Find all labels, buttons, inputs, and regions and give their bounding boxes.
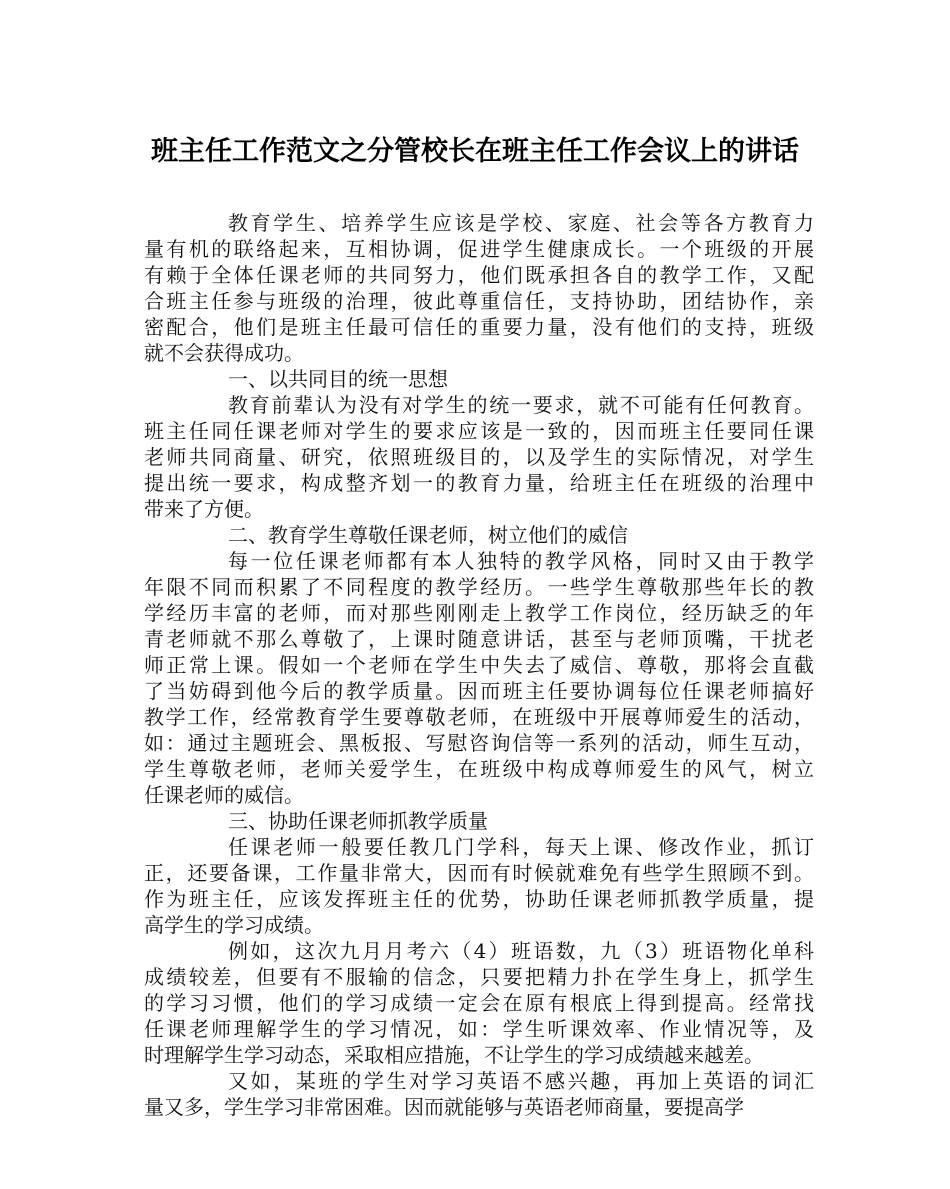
paragraph-line: 学经历丰富的老师，而对那些刚刚走上教学工作岗位，经历缺乏的年 <box>144 601 814 625</box>
paragraph-line: 老师共同商量、研究，依照班级目的，以及学生的实际情况，对学生 <box>144 445 814 469</box>
paragraph-line: 成绩较差，但要有不服输的信念，只要把精力扑在学生身上，抓学生 <box>144 965 814 989</box>
paragraph-line: 任课老师一般要任教几门学科，每天上课、修改作业，抓订 <box>228 835 814 859</box>
paragraph-line: 师正常上课。假如一个老师在学生中失去了威信、尊敬，那将会直截 <box>144 653 814 677</box>
paragraph-line: 年限不同而积累了不同程度的教学经历。一些学生尊敬那些年长的教 <box>144 575 814 599</box>
paragraph-line: 一、以共同目的统一思想 <box>228 367 448 391</box>
paragraph-line: 教育学生、培养学生应该是学校、家庭、社会等各方教育力 <box>228 211 814 235</box>
paragraph-line: 的学习习惯，他们的学习成绩一定会在原有根底上得到提高。经常找 <box>144 991 814 1015</box>
paragraph-line: 密配合，他们是班主任最可信任的重要力量，没有他们的支持，班级 <box>144 315 814 339</box>
paragraph-line: 提出统一要求，构成整齐划一的教育力量，给班主任在班级的治理中 <box>144 471 814 495</box>
paragraph-line: 有赖于全体任课老师的共同努力，他们既承担各自的教学工作，又配 <box>144 263 814 287</box>
paragraph-line: 教育前辈认为没有对学生的统一要求，就不可能有任何教育。 <box>228 393 814 417</box>
paragraph <box>144 808 814 834</box>
document-title: 班主任工作范文之分管校长在班主任工作会议上的讲话 <box>151 136 799 167</box>
paragraph-line: 例如，这次九月月考六（4）班语数，九（3）班语物化单科 <box>228 939 814 963</box>
paragraph-line: 学生尊敬老师，老师关爱学生，在班级中构成尊师爱生的风气，树立 <box>144 757 814 781</box>
paragraph-line: 时理解学生学习动态，采取相应措施，不让学生的学习成绩越来越差。 <box>144 1043 764 1067</box>
paragraph-line: 每一位任课老师都有本人独特的教学风格，同时又由于教学 <box>228 549 814 573</box>
paragraph-line: 了当妨碍到他今后的教学质量。因而班主任要协调每位任课老师搞好 <box>144 679 814 703</box>
paragraph-line: 又如，某班的学生对学习英语不感兴趣，再加上英语的词汇 <box>228 1069 814 1093</box>
paragraph <box>144 522 814 548</box>
paragraph-line: 青老师就不那么尊敬了，上课时随意讲话，甚至与老师顶嘴，干扰老 <box>144 627 814 651</box>
document-body <box>144 210 814 1120</box>
paragraph-line: 量有机的联络起来，互相协调，促进学生健康成长。一个班级的开展 <box>144 237 814 261</box>
paragraph-line: 作为班主任，应该发挥班主任的优势，协助任课老师抓教学质量，提 <box>144 887 814 911</box>
paragraph-line: 量又多，学生学习非常困难。因而就能够与英语老师商量，要提高学 <box>144 1095 744 1119</box>
paragraph-line: 高学生的学习成绩。 <box>144 913 324 937</box>
paragraph-line: 合班主任参与班级的治理，彼此尊重信任，支持协助，团结协作，亲 <box>144 289 814 313</box>
paragraph <box>144 1068 814 1120</box>
paragraph-line: 带来了方便。 <box>144 497 264 521</box>
paragraph-line: 正，还要备课，工作量非常大，因而有时候就难免有些学生照顾不到。 <box>144 861 814 885</box>
paragraph-line: 任课老师理解学生的学习情况，如：学生听课效率、作业情况等，及 <box>144 1017 814 1041</box>
paragraph <box>144 210 814 366</box>
paragraph-line: 任课老师的威信。 <box>144 783 304 807</box>
paragraph <box>144 392 814 522</box>
paragraph-line: 三、协助任课老师抓教学质量 <box>228 809 488 833</box>
paragraph <box>144 548 814 808</box>
paragraph <box>144 366 814 392</box>
paragraph-line: 教学工作，经常教育学生要尊敬老师，在班级中开展尊师爱生的活动， <box>144 705 814 729</box>
paragraph-line: 班主任同任课老师对学生的要求应该是一致的，因而班主任要同任课 <box>144 419 814 443</box>
paragraph-line: 就不会获得成功。 <box>144 341 304 365</box>
paragraph-line: 如：通过主题班会、黑板报、写慰咨询信等一系列的活动，师生互动， <box>144 731 814 755</box>
paragraph-line: 二、教育学生尊敬任课老师，树立他们的威信 <box>228 523 628 547</box>
paragraph <box>144 834 814 938</box>
paragraph <box>144 938 814 1068</box>
